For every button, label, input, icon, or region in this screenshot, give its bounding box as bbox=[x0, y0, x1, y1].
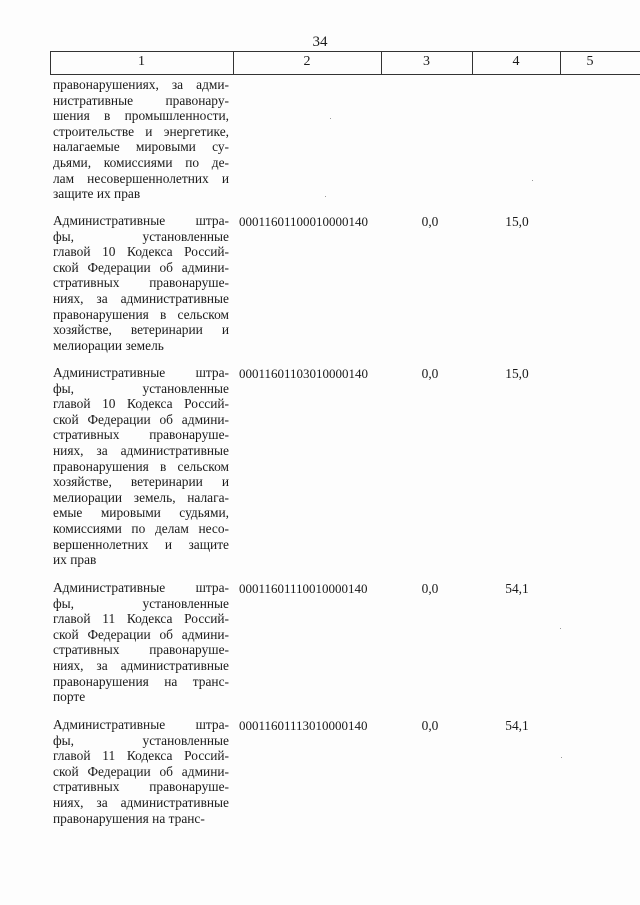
cell-line: ской Федерации об админи- bbox=[53, 626, 229, 642]
cell-line: комиссиями по делам несо- bbox=[53, 520, 229, 536]
cell-line: главой 11 Кодекса Россий- bbox=[53, 748, 229, 764]
cell-line: Административные штра- bbox=[53, 580, 229, 595]
column-header-5: 5 bbox=[586, 54, 594, 69]
table-cell-name bbox=[53, 365, 229, 568]
cell-line: мелиорации земель bbox=[53, 337, 164, 353]
cell-line: главой 10 Кодекса Россий- bbox=[53, 244, 229, 260]
cell-line: ской Федерации об админи- bbox=[53, 763, 229, 779]
cell-line: ской Федерации об админи- bbox=[53, 259, 229, 275]
cell-line: нистративные правонару- bbox=[53, 92, 229, 108]
cell-line: ниях, за административные bbox=[53, 794, 229, 810]
table-cell-col4: 54,1 bbox=[505, 581, 529, 596]
page-number: 34 bbox=[312, 34, 328, 50]
table-cell-code: 00011601110010000140 bbox=[239, 581, 368, 596]
table-cell-name bbox=[53, 580, 229, 705]
table-cell-name bbox=[53, 717, 229, 826]
cell-line: правонарушения на транс- bbox=[53, 810, 205, 826]
cell-line: фы, установленные bbox=[53, 595, 229, 611]
cell-line: правонарушениях, за адми- bbox=[53, 77, 229, 92]
cell-line: лам несовершеннолетних и bbox=[53, 170, 229, 186]
cell-line: мелиорации земель, налага- bbox=[53, 489, 229, 505]
cell-line: Административные штра- bbox=[53, 365, 229, 380]
table-cell-col3: 0,0 bbox=[421, 214, 439, 229]
cell-line: правонарушения в сельском bbox=[53, 306, 229, 322]
table-cell-name bbox=[53, 213, 229, 353]
table-cell-col4: 15,0 bbox=[505, 214, 529, 229]
cell-line: защите их прав bbox=[53, 186, 141, 202]
cell-line: главой 10 Кодекса Россий- bbox=[53, 396, 229, 412]
cell-line: ниях, за административные bbox=[53, 290, 229, 306]
cell-line: фы, установленные bbox=[53, 228, 229, 244]
cell-line: шения в промышленности, bbox=[53, 108, 229, 124]
cell-line: Административные штра- bbox=[53, 717, 229, 732]
cell-line: вершеннолетних и защите bbox=[53, 536, 229, 552]
table-cell-code: 00011601103010000140 bbox=[239, 366, 369, 381]
table-cell-col4: 54,1 bbox=[505, 718, 529, 733]
cell-line: хозяйстве, ветеринарии и bbox=[53, 474, 229, 490]
cell-line: налагаемые мировыми су- bbox=[53, 139, 229, 155]
cell-line: дьями, комиссиями по де- bbox=[53, 154, 229, 170]
column-header-2: 2 bbox=[303, 54, 311, 69]
column-header-1: 1 bbox=[138, 54, 145, 69]
cell-line: стративных правонаруше- bbox=[53, 427, 229, 443]
cell-line: главой 11 Кодекса Россий- bbox=[53, 611, 229, 627]
cell-line: емые мировыми судьями, bbox=[53, 505, 229, 521]
cell-line: порте bbox=[53, 689, 86, 705]
cell-line: их прав bbox=[53, 552, 97, 568]
cell-line: стративных правонаруше- bbox=[53, 779, 229, 795]
column-header-3: 3 bbox=[423, 54, 430, 69]
cell-line: ниях, за административные bbox=[53, 657, 229, 673]
cell-line: ской Федерации об админи- bbox=[53, 411, 229, 427]
table-cell-col3: 0,0 bbox=[421, 366, 439, 381]
table-cell-code: 00011601113010000140 bbox=[239, 718, 368, 733]
cell-line: фы, установленные bbox=[53, 732, 229, 748]
cell-line: хозяйстве, ветеринарии и bbox=[53, 322, 229, 338]
table-cell-col4: 15,0 bbox=[505, 366, 529, 381]
cell-line: правонарушения на транс- bbox=[53, 673, 229, 689]
table-cell-code: 00011601100010000140 bbox=[239, 214, 369, 229]
table-cell-col3: 0,0 bbox=[421, 718, 439, 733]
cell-line: правонарушения в сельском bbox=[53, 458, 229, 474]
column-header-4: 4 bbox=[512, 54, 520, 69]
cell-line: строительстве и энергетике, bbox=[53, 123, 229, 139]
table-cell-name bbox=[53, 77, 229, 202]
cell-line: стративных правонаруше- bbox=[53, 275, 229, 291]
table-cell-col3: 0,0 bbox=[421, 581, 439, 596]
cell-line: Административные штра- bbox=[53, 213, 229, 228]
cell-line: фы, установленные bbox=[53, 380, 229, 396]
cell-line: ниях, за административные bbox=[53, 442, 229, 458]
cell-line: стративных правонаруше- bbox=[53, 642, 229, 658]
